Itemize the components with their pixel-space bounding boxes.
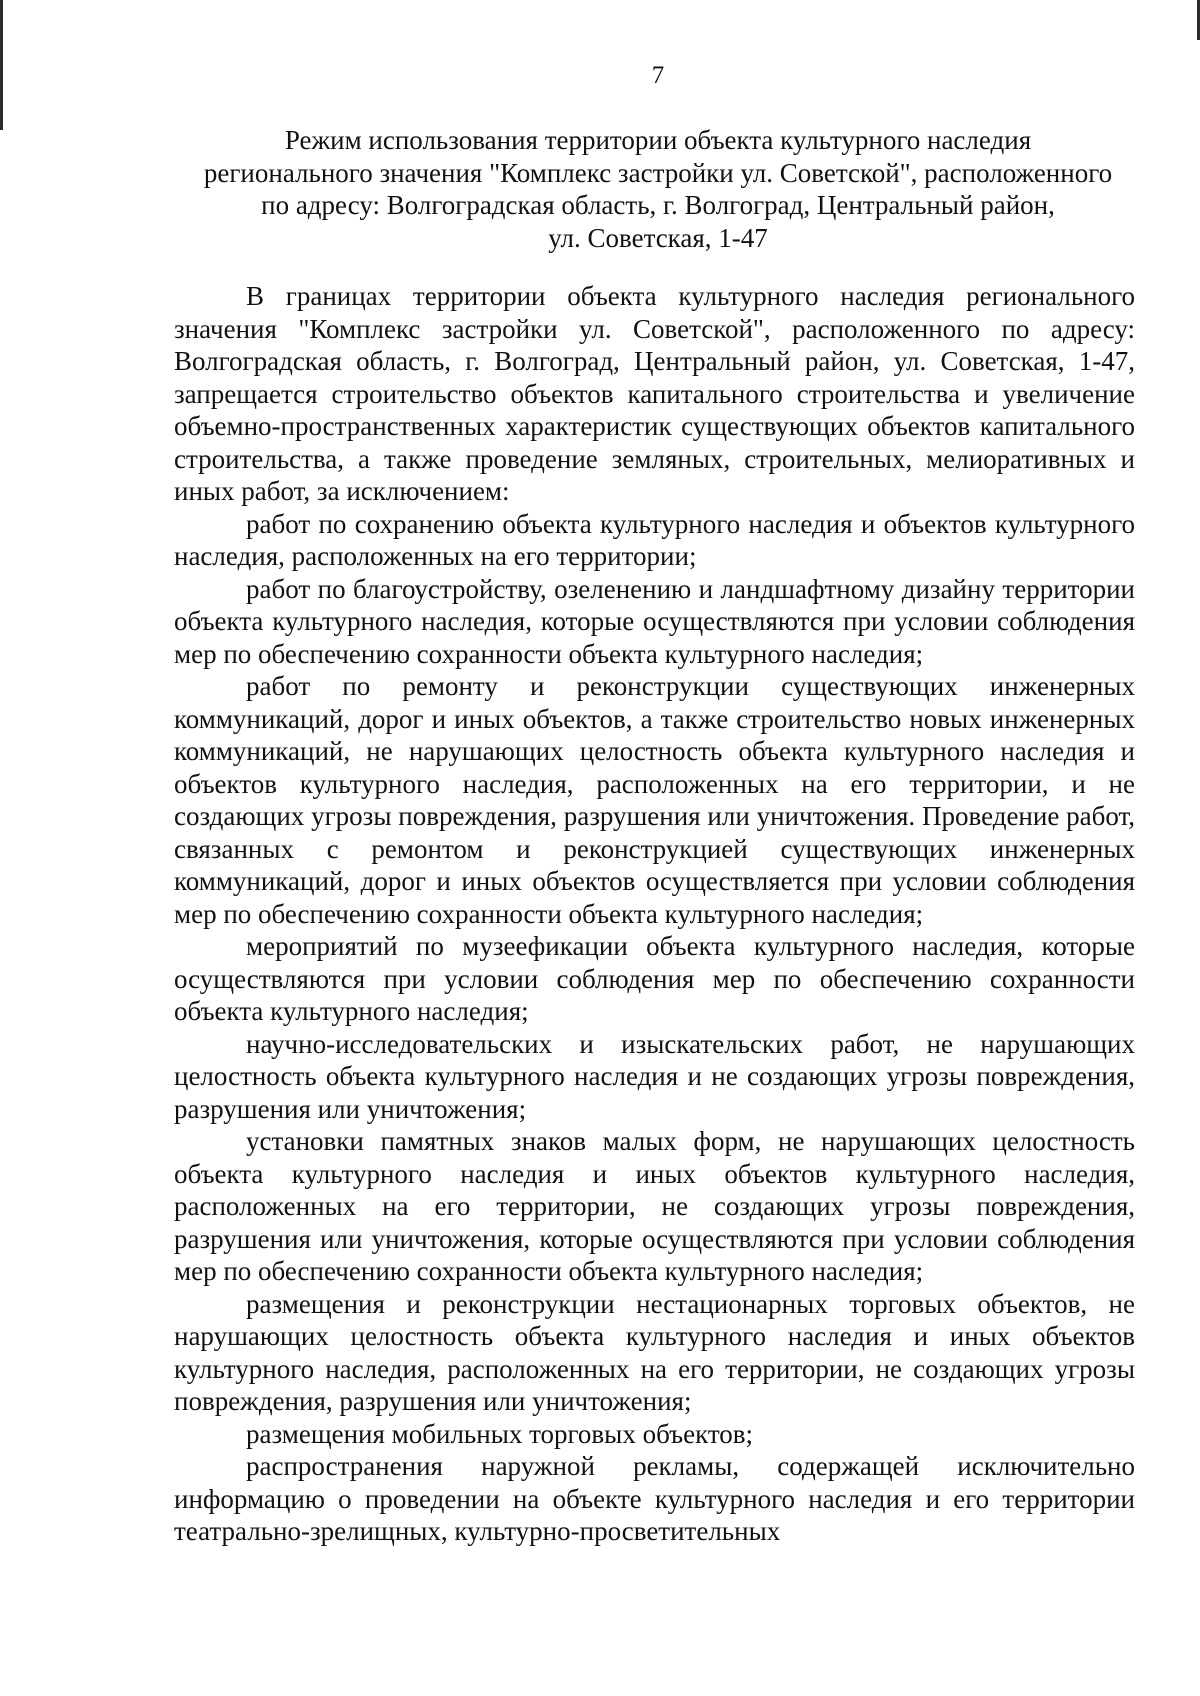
paragraph-item: научно-исследовательских и изыскательских работ, не нарушающих целостность объекта культурного наследия и не создающих угрозы повреждения, разрушения или уничтожения;	[174, 1028, 1135, 1124]
paragraph-item: мероприятий по музеефикации объекта культурного наследия, которые осуществляются при условии соблюдения мер по обеспечению сохранности объекта культурного наследия;	[174, 931, 1135, 1026]
title-line-3: по адресу: Волгоградская область, г. Волгоград, Центральный район,	[261, 190, 1055, 220]
document-title	[172, 124, 1144, 254]
paragraph-item: установки памятных знаков малых форм, не нарушающих целостность объекта культурного наследия и иных объектов культурного наследия, расположенных на его территории, не создающих угрозы повреждения, разрушения или уничтожения, которые осуществляются при условии соблюдения мер по обеспечению сохранности объекта культурного наследия;	[174, 1126, 1135, 1286]
title-line-2: регионального значения "Комплекс застройки ул. Советской", расположенного	[203, 157, 1113, 188]
paragraph-item: работ по благоустройству, озеленению и ландшафтному дизайну территории объекта культурного наследия, которые осуществляются при условии соблюдения мер по обеспечению сохранности объекта культурного наследия;	[174, 573, 1135, 669]
paragraph-item: размещения и реконструкции нестационарных торговых объектов, не нарушающих целостность объекта культурного наследия и иных объектов культурного наследия, расположенных на его территории, не создающих угрозы повреждения, разрушения или уничтожения;	[174, 1288, 1135, 1416]
page-number: 7	[651, 62, 665, 89]
title-line-4: ул. Советская, 1-47	[548, 222, 768, 253]
title-line-1: Режим использования территории объекта культурного наследия	[284, 125, 1032, 155]
paragraph-item: работ по ремонту и реконструкции существующих инженерных коммуникаций, дорог и иных объектов, а также строительство новых инженерных коммуникаций, не нарушающих целостность объекта культурного наследия и объектов культурного наследия, расположенных на его территории, и не создающих угрозы повреждения, разрушения или уничтожения. Проведение работ, связанных с ремонтом и реконструкцией существующих инженерных коммуникаций, дорог и иных объектов осуществляется при условии соблюдения мер по обеспечению сохранности объекта культурного наследия;	[174, 671, 1135, 929]
paragraph-intro: В границах территории объекта культурного наследия регионального значения "Комплекс застройки ул. Советской", расположенного по адресу: Волгоградская область, г. Волгоград, Центральный район, ул. Советская, 1-47, запрещается строительство объектов капитального строительства и увеличение объемно-пространственных характеристик существующих объектов капитального строительства, а также проведение земляных, строительных, мелиоративных и иных работ, за исключением:	[174, 281, 1135, 506]
paragraph-item: размещения мобильных торговых объектов;	[246, 1418, 754, 1449]
document-body	[174, 280, 1135, 1548]
paragraph-item: распространения наружной рекламы, содержащей исключительно информацию о проведении на объекте культурного наследия и его территории театрально-зрелищных, культурно-просветительных	[174, 1451, 1135, 1546]
paragraph-item: работ по сохранению объекта культурного наследия и объектов культурного наследия, расположенных на его территории;	[174, 508, 1135, 571]
